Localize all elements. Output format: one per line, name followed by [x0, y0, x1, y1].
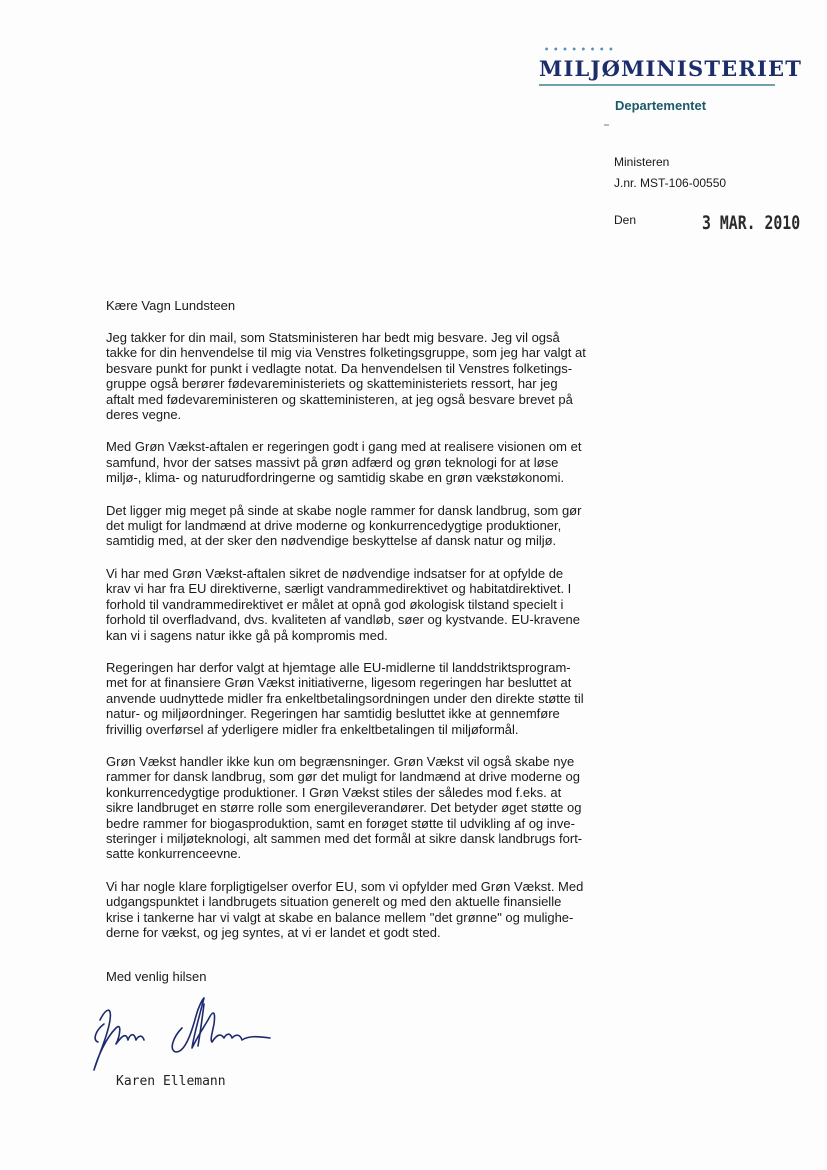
- journal-number: J.nr. MST-106-00550: [614, 176, 727, 190]
- paragraph: Med Grøn Vækst-aftalen er regeringen godt i gang med at realisere visionen om et samfund, hvor der satses massivt på grøn adfærd og grøn teknologi for at løse miljø-, klima- og naturudfordringerne og samtidig skabe en grøn vækstøkonomi.: [106, 439, 582, 486]
- date-label: Den: [614, 213, 637, 227]
- paragraph: Jeg takker for din mail, som Statsministeren har bedt mig besvare. Jeg vil også takke for din henvendelse til mig via Venstres folketingsgruppe, som jeg har valgt at besvare punkt for punkt i vedlagte notat. Da henvendelsen til Venstres folketings- gruppe også berører fødevareministeriets og skatteministeriets ressort, har jeg aftalt med fødevareministeren og skatteministeren, at jeg også besvare brevet på deres vegne.: [106, 330, 586, 423]
- letterhead-rule: [539, 84, 775, 86]
- ministry-name: MILJØMINISTERIET: [539, 56, 803, 81]
- paragraph: Regeringen har derfor valgt at hjemtage alle EU-midlerne til landdstriktsprogram- met for at finansiere Grøn Vækst initiativerne, ligesom regeringen har besluttet at anvende uudnyttede midler fra enkeltbetalingsordningen under den direkte støtte til natur- og miljøordninger. Regeringen har samtidig besluttet ikke at gennemføre frivillig overførsel af yderligere midler fra enkeltbetalingen til miljøformål.: [106, 659, 584, 737]
- paragraph: Vi har med Grøn Vækst-aftalen sikret de nødvendige indsatser for at opfylde de krav vi har fra EU direktiverne, særligt vandrammedirektivet og habitatdirektivet. I forhold til vandrammedirektivet er målet at opnå god økologisk tilstand specielt i forhold til overfladvand, dvs. kvaliteten af vandløb, søer og kystvande. EU-kravene kan vi i sagens natur ikke gå på kompromis med.: [106, 565, 581, 643]
- salutation: Kære Vagn Lundsteen: [106, 298, 236, 313]
- logo-dots-icon: [542, 47, 616, 51]
- scan-mark: [604, 124, 609, 126]
- letter-body: [106, 330, 626, 957]
- paragraph: Vi har nogle klare forpligtigelser overfor EU, som vi opfylder med Grøn Vækst. Med udgangspunktet i landbrugets situation generelt og med den aktuelle finansielle krise i tankerne har vi valgt at skabe en balance mellem "det grønne" og mulighe- derne for vækst, og jeg syntes, at vi er landet et godt sted.: [106, 878, 584, 940]
- date-stamp: 3 MAR. 2010: [702, 212, 801, 234]
- department-name: Departementet: [615, 98, 707, 113]
- paragraph: Grøn Vækst handler ikke kun om begrænsninger. Grøn Vækst vil også skabe nye rammer for dansk landbrug, som gør det muligt for landmænd at drive moderne og konkurrencedygtige produktioner. I Grøn Vækst stiles der således mod f.eks. at sikre landbruget en større rolle som energileverandører. Det betyder øget støtte og bedre rammer for biogasproduktion, samt en forøget støtte til udvikling af og inve- steringer i miljøteknologi, alt sammen med det formål at sikre dansk landbrugs fort- satte konkurrenceevne.: [106, 753, 583, 862]
- sender-label: Ministeren: [614, 155, 670, 169]
- paragraph: Det ligger mig meget på sinde at skabe nogle rammer for dansk landbrug, som gør det muligt for landmænd at drive moderne og konkurrencedygtige produktioner, samtidig med, at der sker den nødvendige beskyttelse af dansk natur og miljø.: [106, 502, 582, 549]
- closing: Med venlig hilsen: [106, 969, 207, 984]
- signer-name: Karen Ellemann: [116, 1074, 226, 1089]
- signature-icon: [86, 990, 296, 1076]
